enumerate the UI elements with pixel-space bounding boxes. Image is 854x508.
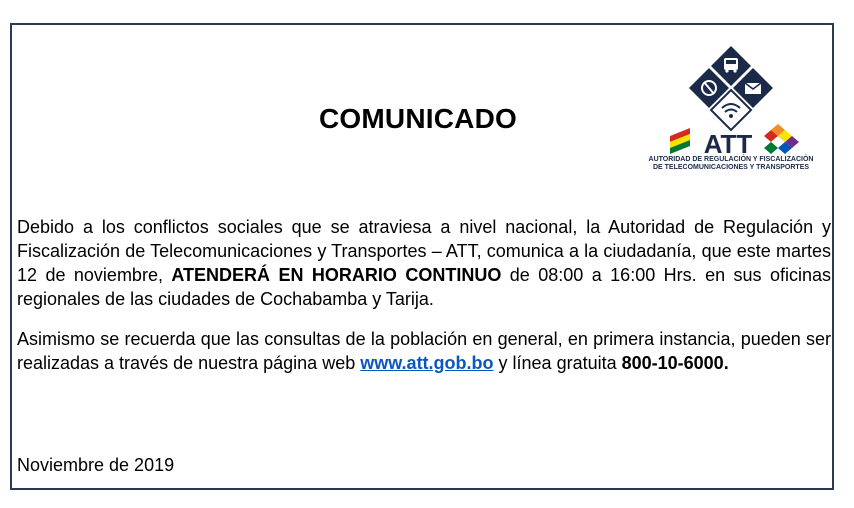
paragraph1-bold: ATENDERÁ EN HORARIO CONTINUO [171,265,502,285]
phone-number: 800-10-6000. [621,353,729,373]
logo-caption [640,156,822,172]
document-date: Noviembre de 2019 [17,455,175,475]
logo-caption-line2: DE TELECOMUNICACIONES Y TRANSPORTES [652,164,810,171]
paragraph1-text: Debido a los conflictos sociales que se atraviesa a nivel nacional, la Autoridad de Regulación y Fiscalización de Telecomunicaciones y Transportes – ATT, comunica a la ciudadanía, que este martes 12 de noviembre, [17,217,831,285]
paragraph1-text-after: de 08:00 a 16:00 Hrs. en sus oficinas regionales de las ciudades de Cochabamba y Tarija. [17,265,832,309]
svg-text:ATT: ATT [703,129,753,159]
paragraph2-text: Asimismo se recuerda que las consultas de la población en general, en primera instancia, pueden ser realizadas a través de nuestra página web [17,329,831,373]
paragraph-contact [17,327,831,375]
page-title: COMUNICADO [319,103,517,134]
website-link[interactable]: www.att.gob.bo [360,353,494,373]
att-emblem-icon [689,46,773,130]
logo-caption-line1: AUTORIDAD DE REGULACIÓN Y FISCALIZACIÓN [648,156,814,163]
wiphala-flag-icon [764,124,799,154]
bolivia-flag-icon [670,128,690,154]
paragraph2-text-middle: y línea gratuita [493,353,622,373]
paragraph-notice [17,215,831,311]
